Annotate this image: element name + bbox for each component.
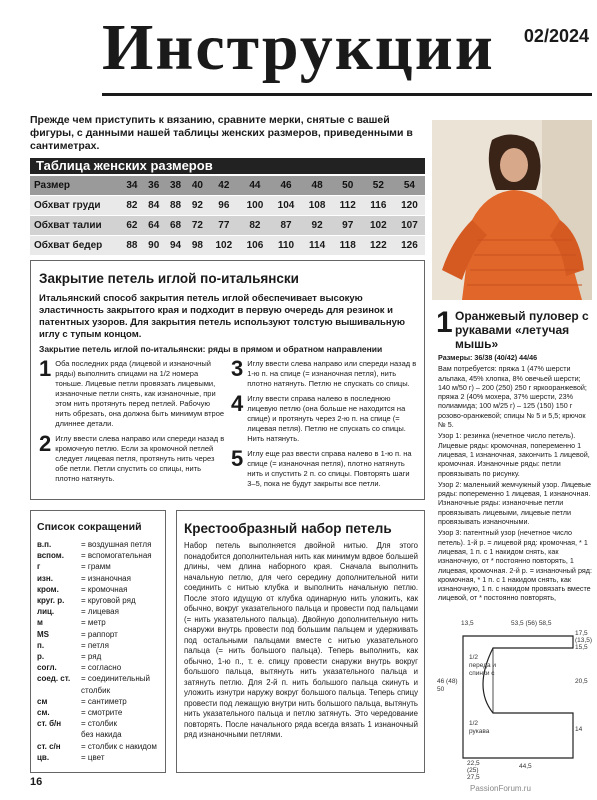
size-cell: 92 [186,196,208,216]
size-row-label: Обхват талии [30,216,121,236]
step-text: Оба последних ряда (лицевой и изнаночный ряды) выполнить спицами на 1/2 номера тоньше. Лицевые петли провязать лицевыми, изнаночные петли снять, как изнаночные, при этом нить протянуть перед петлей. Рабочую нить обрезать, она должна быть минимум втрое длиннее детали. [55,359,225,428]
size-cell: 46 [270,176,301,196]
cross-text: Набор петель выполняется двойной нитью. Для этого понадобится дополнительная нить как минимум вдвое большей длины, чем длина наборного края. Сначала выполнить начальную петлю, для чего середину дополнительной нити соединить с нитью клубка и выполнить начальную петлю. После этого идущую от клубка одинарную нить уложить, как обычно, вокруг указательного пальца и провести под пальцами (= нить указательного пальца). Двойную дополнительную нить снаружи внутрь провести под большим пальцем и удерживать под остальными пальцами вместе с нитью указательного пальца (= нить большого пальца). Теперь выполнить, как обычно, 1-ю п., т. е. спицу провести снаружи внутрь вокруг большого пальца, вытянуть нить указательного пальца и затянуть петлю. Для 2-й п. нить большого пальца скинуть и уложить изнутри наружу вокруг большого пальца. Теперь спицу провести под лежащую внутри нить большого пальца, вытянуть нить указательного пальца и петлю затянуть. Это чередование повторять. После начального ряда всегда вязать 1 изнаночный ряд изнаночными петлями. [184,541,418,739]
size-cell: 106 [239,236,270,256]
size-cell: 92 [302,216,333,236]
step-text: Иглу ввести справа налево в последнюю лицевую петлю (она больше не находится на спице) и протянуть через 2-ю п. на спице (= лицевая петля). Петлю не спускать со спицы. Нить натянуть. [247,394,406,443]
pattern-schematic: 13,5 53,5 (56) 58,5 17,5 (13,5) 15,5 46 (48) 50 20,5 14 22,5 (25) 27,5 44,5 1/2 переда и спинки с 1/2 рукава [437,620,592,781]
size-cell: 72 [186,216,208,236]
abbr-item: кром. = кромочная [37,584,128,594]
sizes-line: Размеры: 36/38 (40/42) 44/46 [438,353,538,362]
abbr-item: круг. р. = круговой ряд [37,596,136,606]
size-cell: 48 [302,176,333,196]
instruction-paragraph: Узор 2: маленький жемчужный узор. Лицевые ряды: попеременно 1 лицевая, 1 изнаночная. Изнаночные ряды: изнаночные петли провязывать лицевыми, лицевые петли провязывать изнаночными. [438,479,592,527]
size-cell: 107 [394,216,425,236]
size-row-label: Обхват груди [30,196,121,216]
abbr-item: р. = ряд [37,652,102,662]
step-number: 1 [39,356,52,381]
size-cell: 42 [208,176,239,196]
step-item [231,391,419,444]
size-cell: 122 [363,236,394,256]
abbr-title: Список сокращений [37,521,142,533]
abbr-item: цв. = цвет [37,752,105,762]
size-table [30,176,425,256]
size-cell: 40 [186,176,208,196]
size-cell: 102 [208,236,239,256]
project-instructions [438,353,593,603]
size-cell: 97 [333,216,363,236]
size-cell: 94 [165,236,187,256]
size-cell: 77 [208,216,239,236]
step-item [231,356,419,389]
sweater-photo [432,120,592,300]
size-cell: 38 [165,176,187,196]
instruction-paragraph: Узор 3: патентный узор (нечетное число петель). 1-й р. = лицевой ряд: кромочная, * 1 лицевая, 1 п. с 1 накидом снять, как изнаночную, от * постоянно повторять, 1 лицевая, кромочная. 2-й р. = изнаночный ряд: кромочная, * 1 п. с 1 накидом снять, как изнаночную, 1 п. с накидом провязать вместе лицевой, от * постоянно повторять, [438,528,592,603]
step-text: Иглу еще раз ввести справа налево в 1-ю п. на спице (= изнаночная петля), плотно натянуть нить и спустить 2 п. со спицы. Повторять шаги 3–5, пока не будут закрыты все петли. [247,449,412,488]
page-number: 16 [30,776,43,788]
page-title: Инструкции [102,11,495,84]
abbr-item: ст. с/н = столбик с накидом [37,741,157,751]
abbr-item: соед. ст. = соединительный [37,674,150,684]
step-number: 5 [231,446,244,471]
size-cell: 54 [394,176,425,196]
title-rule [102,93,592,96]
italian-lead: Итальянский способ закрытия петель иглой обеспечивает высокую эластичность закрытого края и подходит в первую очередь для резинок и патентных узоров. Для закрытия петель используют толстую вышивальную иглу с тупым концом. [39,293,406,340]
abbr-item: см. = смотрите [37,708,123,718]
abbreviations-box [30,510,166,773]
size-cell: 126 [394,236,425,256]
size-cell: 114 [302,236,333,256]
abbr-item: м = метр [37,618,106,628]
step-number: 3 [231,356,244,381]
size-table-row [30,176,425,196]
size-cell: 62 [121,216,143,236]
watermark: PassionForum.ru [470,784,531,793]
instruction-paragraph: Узор 1: резинка (нечетное число петель). Лицевые ряды: кромочная, попеременно 1 лицевая, 1 изнаночная, закончить 1 лицевой, кромочная. Изнаночные ряды: петли провязывать по рисунку. [438,431,590,478]
size-cell: 50 [333,176,363,196]
size-cell: 82 [121,196,143,216]
project-caption: Оранжевый пуловер с рукавами «летучая мышь» [455,309,589,351]
size-cell: 112 [333,196,363,216]
size-table-row [30,196,425,216]
size-cell: 116 [363,196,394,216]
issue-number: 02/2024 [523,26,589,46]
project-number: 1 [436,306,453,339]
size-table-row [30,216,425,236]
abbr-item: в.п. = воздушная петля [37,540,152,549]
abbr-item: ст. б/н = столбик [37,719,117,729]
abbr-item: п. = петля [37,640,109,650]
abbr-item: лиц. = лицевая [37,607,119,617]
size-cell: 52 [363,176,394,196]
size-cell: 68 [165,216,187,236]
step-number: 4 [231,391,244,416]
size-table-row [30,236,425,256]
size-cell: 118 [333,236,363,256]
size-cell: 34 [121,176,143,196]
size-table-title: Таблица женских размеров [30,158,425,174]
step-item [231,446,419,489]
size-cell: 88 [121,236,143,256]
size-cell: 102 [363,216,394,236]
step-text: Иглу ввести слева направо или спереди назад в 1-ю п. на спице (= изнаночная петля), нить плотно натянуть. Петлю не спускать со спицы. [247,359,417,388]
size-cell: 36 [143,176,165,196]
size-cell: 98 [186,236,208,256]
size-cell: 90 [143,236,165,256]
intro-text: Прежде чем приступить к вязанию, сравните мерки, снятые с вашей фигуры, с данными нашей таблицы женских размеров, приведенными в сантиметрах. [30,114,413,152]
abbr-item: столбик [81,685,111,695]
italian-bindoff-box [30,260,425,500]
size-cell: 100 [239,196,270,216]
abbr-item: вспом. = вспомогательная [37,551,152,561]
size-cell: 82 [239,216,270,236]
size-cell: 120 [394,196,425,216]
size-cell: 104 [270,196,301,216]
size-row-label: Размер [30,176,121,196]
step-number: 2 [39,431,52,456]
size-cell: 110 [270,236,301,256]
size-cell: 87 [270,216,301,236]
abbr-item: изн. = изнаночная [37,573,131,583]
abbr-item: г = грамм [37,562,111,572]
size-row-label: Обхват бедер [30,236,121,256]
abbr-item: согл. = согласно [37,663,122,673]
size-cell: 88 [165,196,187,216]
size-cell: 64 [143,216,165,236]
abbr-item: см = сантиметр [37,696,127,706]
abbr-item: без накида [81,730,122,740]
size-cell: 96 [208,196,239,216]
cross-title: Крестообразный набор петель [184,521,392,536]
cross-caston-box [176,510,425,773]
italian-subtitle: Закрытие петель иглой по-итальянски: ряды в прямом и обратном направлении [39,344,383,354]
italian-title: Закрытие петель иглой по-итальянски [39,271,299,286]
size-cell: 108 [302,196,333,216]
abbr-item: MS = раппорт [37,629,118,639]
step-item [39,356,227,429]
size-cell: 84 [143,196,165,216]
step-text: Иглу ввести слева направо или спереди назад в кромочную петлю. Если за кромочной петлей следует лицевая петля, протянуть нить через обе петли. Петли спустить со спицы, нить плотно натянуть. [55,434,225,483]
step-item [39,431,227,484]
instruction-paragraph: Вам потребуется: пряжа 1 (47% шерсти альпака, 45% хлопка, 8% овечьей шерсти; 140 м/50 г) – 200 (250) 250 г яркооранжевой; пряжа 2 (40% мохера, 37% шерсти, 23% полиамида; 100 м/25 г) – 125 (150) 150 г розово-оранжевой; спицы № 5 и 5,5; крючок № 5. [438,364,587,430]
size-cell: 44 [239,176,270,196]
